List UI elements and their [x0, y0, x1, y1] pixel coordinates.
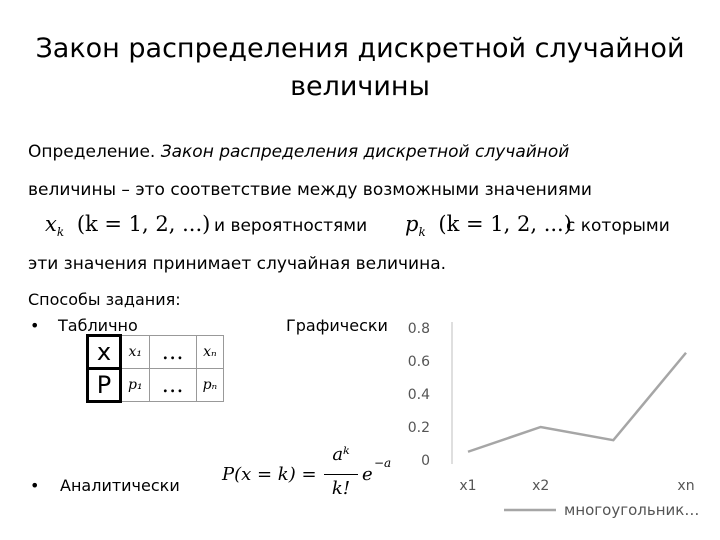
methods-label: Способы задания: [28, 290, 181, 309]
series-line [468, 353, 686, 452]
xk-expression [45, 212, 210, 239]
method-analytical: Аналитически [60, 476, 180, 495]
definition-line1 [28, 142, 569, 162]
formula-lhs: P(x = k) = [222, 464, 317, 485]
table-cell-xn: xₙ [196, 336, 224, 369]
method-tabular: Таблично [58, 316, 138, 335]
pk-variable: p [405, 212, 419, 236]
xk-range: (k = 1, 2, ...) [76, 212, 211, 236]
formula-denominator: k! [331, 478, 351, 499]
formula-exp-base: e [362, 464, 373, 485]
table-cell-dots: … [149, 336, 196, 369]
table-cell-pn: pₙ [196, 369, 224, 402]
fraction-bar [324, 474, 358, 475]
row-header-x: x [88, 336, 121, 369]
formula-numerator: aᵏ [332, 444, 350, 465]
pk-expression [405, 212, 572, 239]
row-header-p: P [88, 369, 121, 402]
table-row [88, 369, 224, 402]
table-cell-p1: p₁ [121, 369, 150, 402]
polygon-chart [396, 318, 720, 540]
y-tick-label: 0.8 [407, 321, 430, 337]
y-tick-label: 0.4 [407, 387, 430, 403]
y-tick-label: 0.6 [407, 354, 430, 370]
definition-line2: величины – это соответствие между возможными значениями [28, 180, 592, 200]
xk-subscript: k [56, 225, 65, 240]
x-tick-label: xn [677, 478, 695, 494]
table-row [88, 336, 224, 369]
distribution-table [86, 334, 224, 403]
table-cell-x1: x₁ [121, 336, 150, 369]
y-tick-label: 0.2 [407, 420, 430, 436]
pk-range: (k = 1, 2, ...) [438, 212, 572, 236]
formula-exp-power: −a [374, 456, 392, 470]
xk-variable: x [45, 212, 57, 236]
with-which-text: с которыми [566, 216, 670, 236]
table-cell-dots: … [149, 369, 196, 402]
and-probabilities-text: и вероятностями [214, 216, 368, 236]
definition-italic-text: Закон распределения дискретной случайной [160, 142, 570, 162]
pk-subscript: k [418, 225, 426, 240]
legend-label: многоугольник… [564, 501, 700, 519]
bullet-analytical: • [30, 476, 40, 495]
method-graphical: Графически [286, 316, 388, 335]
y-tick-label: 0 [421, 453, 430, 469]
bullet-tabular: • [30, 316, 40, 335]
slide-title-line1: Закон распределения дискретной случайной [35, 33, 685, 64]
definition-label: Определение. [28, 142, 156, 162]
x-tick-label: x2 [532, 478, 550, 494]
definition-line4: эти значения принимает случайная величина. [28, 254, 447, 274]
slide-title-line2: величины [290, 71, 430, 102]
x-tick-label: x1 [459, 478, 477, 494]
